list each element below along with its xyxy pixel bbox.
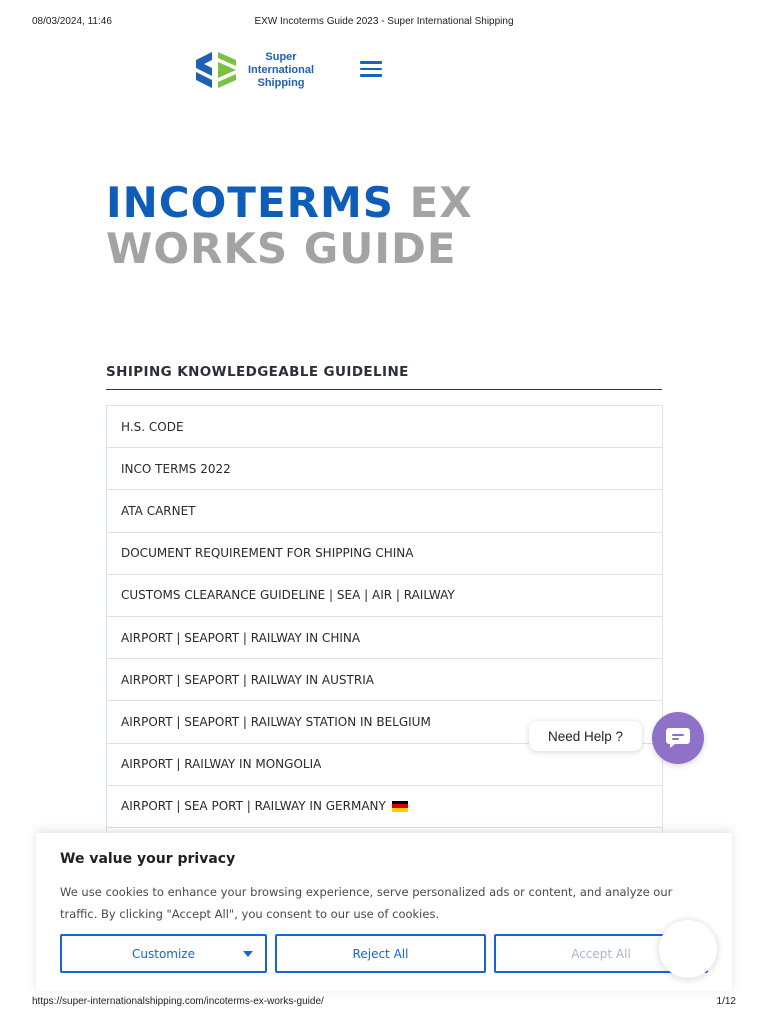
print-page-title: EXW Incoterms Guide 2023 - Super International Shipping	[254, 16, 514, 27]
reject-all-button[interactable]	[275, 934, 486, 973]
print-datetime: 08/03/2024, 11:46	[32, 16, 112, 27]
logo-text	[248, 51, 314, 90]
caret-down-icon	[243, 951, 253, 957]
print-page-number: 1/12	[716, 996, 736, 1007]
logo-line-3: Shipping	[257, 76, 305, 89]
guideline-item-label: AIRPORT | SEAPORT | RAILWAY STATION IN BELGIUM	[121, 714, 431, 729]
guideline-item[interactable]	[107, 490, 662, 532]
guideline-item-label: AIRPORT | SEAPORT | RAILWAY IN CHINA	[121, 630, 361, 645]
guideline-item[interactable]	[107, 406, 662, 448]
guideline-item[interactable]	[107, 617, 662, 659]
reject-all-label: Reject All	[352, 946, 409, 961]
logo-line-2: International	[248, 63, 315, 76]
menu-bar	[360, 68, 382, 71]
menu-bar	[360, 61, 382, 64]
guideline-item-label: AIRPORT | SEA PORT | RAILWAY IN GERMANY	[121, 799, 386, 814]
guideline-item[interactable]	[107, 786, 662, 828]
need-help-bubble[interactable]	[529, 721, 642, 751]
need-help-text: Need Help ?	[547, 728, 624, 744]
guideline-item-label: AIRPORT | RAILWAY IN MONGOLIA	[121, 757, 322, 772]
guideline-item[interactable]	[107, 575, 662, 617]
page-title	[106, 180, 666, 272]
cookie-title: We value your privacy	[60, 851, 236, 867]
guideline-item-label: ATA CARNET	[121, 503, 196, 518]
guideline-list	[106, 405, 663, 871]
customize-button[interactable]	[60, 934, 267, 973]
customize-label: Customize	[132, 946, 195, 961]
accept-all-label: Accept All	[571, 946, 631, 961]
guideline-item-label: H.S. CODE	[121, 419, 184, 434]
guideline-item-label: DOCUMENT REQUIREMENT FOR SHIPPING CHINA	[121, 546, 414, 561]
site-logo[interactable]	[192, 44, 332, 96]
guideline-item[interactable]	[107, 659, 662, 701]
print-footer	[0, 996, 768, 1010]
menu-bar	[360, 74, 382, 77]
logo-line-1: Super	[265, 50, 297, 63]
hamburger-menu-icon[interactable]	[360, 61, 382, 79]
guideline-item[interactable]	[107, 533, 662, 575]
print-url: https://super-internationalshipping.com/incoterms-ex-works-guide/	[32, 996, 324, 1007]
cookie-revisit-button[interactable]	[659, 920, 717, 978]
chat-button[interactable]	[652, 712, 704, 764]
guideline-item-label: AIRPORT | SEAPORT | RAILWAY IN AUSTRIA	[121, 672, 374, 687]
germany-flag-icon	[392, 801, 408, 812]
chat-icon	[665, 726, 691, 750]
logo-mark-icon	[192, 46, 240, 94]
page-title-rest: EX WORKS GUIDE	[106, 178, 473, 273]
guideline-item[interactable]	[107, 448, 662, 490]
cookie-description: We use cookies to enhance your browsing experience, serve personalized ads or content, and analyze our traffic. By clicking "Accept All", you consent to our use of cookies.	[60, 885, 673, 921]
site-header	[192, 44, 392, 96]
print-header	[0, 16, 768, 30]
guideline-item-label: INCO TERMS 2022	[121, 461, 231, 476]
guideline-item-label: CUSTOMS CLEARANCE GUIDELINE | SEA | AIR | RAILWAY	[121, 588, 455, 603]
page-title-highlight: INCOTERMS	[106, 178, 395, 227]
cookie-consent-banner	[36, 833, 732, 991]
guideline-heading: SHIPING KNOWLEDGEABLE GUIDELINE	[106, 364, 662, 390]
